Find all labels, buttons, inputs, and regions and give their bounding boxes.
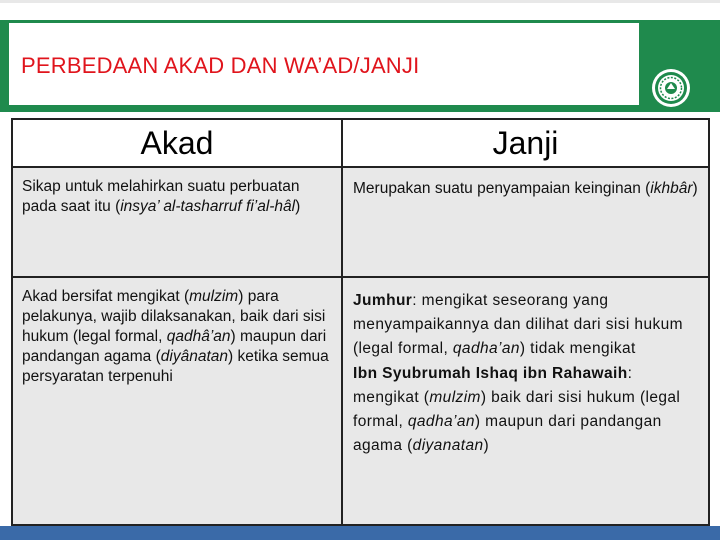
top-line [0,0,720,3]
akad-binding-text [14,279,340,387]
text-span: ) tidak mengikat [519,340,636,357]
text-span: ) para pelakunya, wajib dilaksanakan, baik dari sisi hukum (legal formal, [22,288,326,345]
table-header-row [12,119,709,167]
akad-definition-cell [12,167,342,277]
italic-term: diyanatan [412,437,484,454]
italic-term: ikhbâr [650,180,693,197]
text-span: ) maupun dari pandangan agama ( [22,328,327,365]
janji-binding-text [344,279,707,458]
bold-term: Jumhur [353,292,413,309]
comparison-table [11,118,710,526]
janji-definition-cell [342,167,709,277]
text-span: ) ketika semua persyaratan terpenuhi [22,348,329,385]
akad-binding-cell [12,277,342,525]
italic-term: mulzim [189,288,239,305]
italic-term: qadhâ’an [166,328,231,345]
text-span: ) maupun dari pandangan agama ( [353,413,662,454]
text-span: Merupakan suatu penyampaian keinginan ( [353,180,651,197]
akad-definition-text [14,169,340,217]
title-panel [9,23,639,105]
text-span: Sikap untuk melahirkan suatu perbuatan pada saat itu ( [22,178,300,215]
bold-term: Ibn Syubrumah Ishaq ibn Rahawaih [353,365,628,382]
text-span: Akad bersifat mengikat ( [22,288,190,305]
text-span: ) [295,198,301,215]
bottom-bar [0,526,720,540]
table-row [12,167,709,277]
text-span: ) [692,180,698,197]
italic-term: diyânatan [160,348,228,365]
italic-term: qadha’an [407,413,475,430]
jumhur-paragraph [353,289,699,361]
text-span: ) baik dari sisi hukum (legal formal, [353,389,681,430]
janji-definition-text [344,169,707,199]
text-span: : mengikat seseorang yang menyampaikannya dan dilihat dari sisi hukum (legal formal, [353,292,683,357]
italic-term: insya’ al-tasharruf fi’al-hâl [120,198,296,215]
text-span: ) [483,437,490,454]
slide-title: PERBEDAAN AKAD DAN WA’AD/JANJI [21,53,420,78]
text-span: : mengikat ( [353,365,633,406]
header-janji: Janji [342,119,709,167]
title-bar [0,20,720,112]
italic-term: mulzim [429,389,481,406]
table-row [12,277,709,525]
janji-binding-cell [342,277,709,525]
ibn-syubrumah-paragraph [353,362,699,458]
italic-term: qadha’an [452,340,520,357]
university-seal-icon [651,68,691,108]
header-akad: Akad [12,119,342,167]
